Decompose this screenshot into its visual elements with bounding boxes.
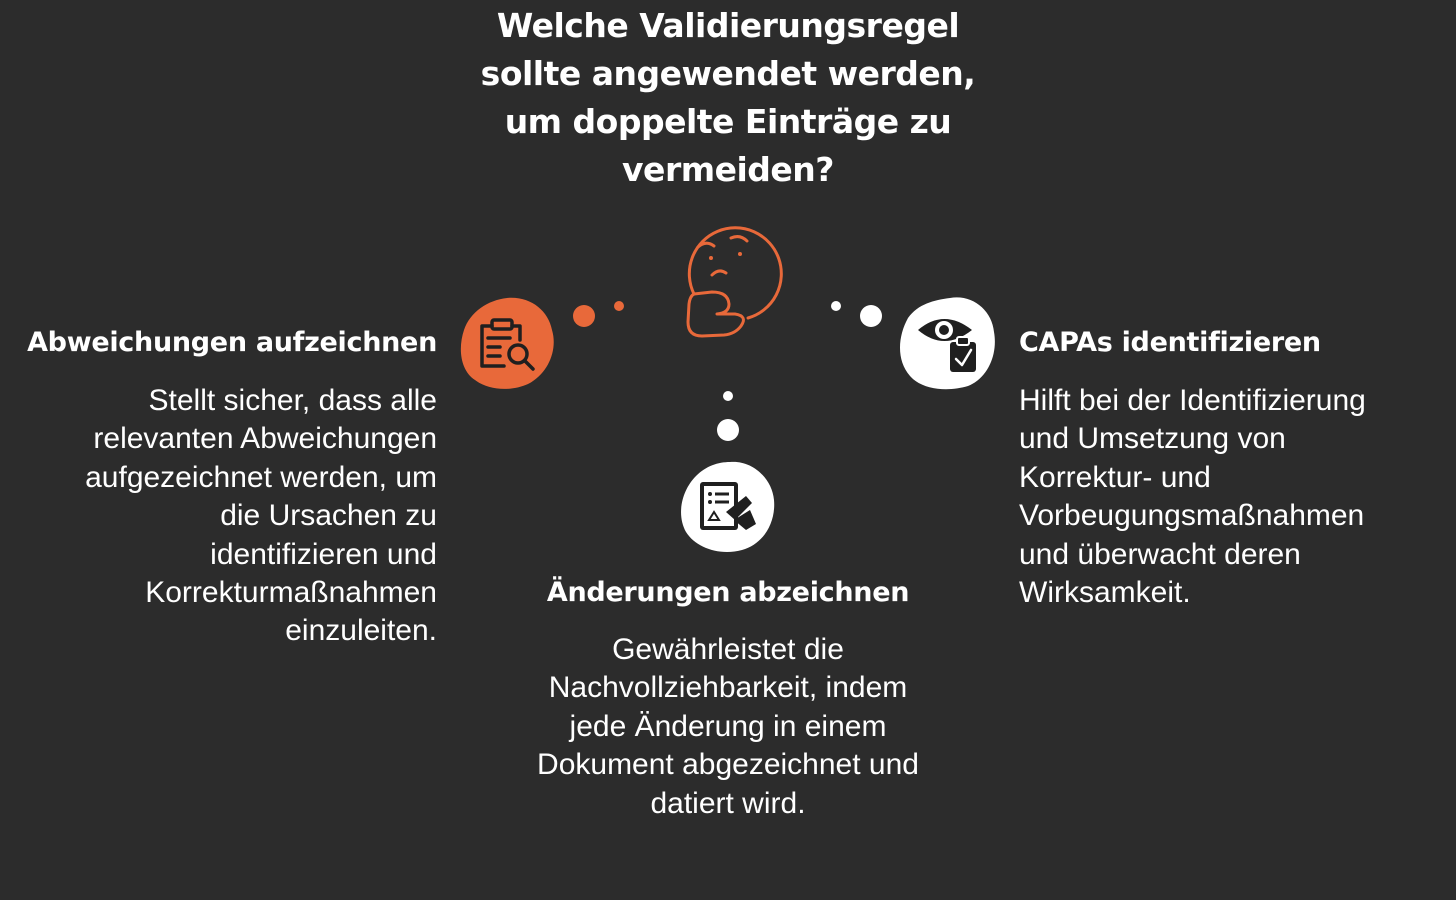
- description-line: Wirksamkeit.: [1019, 576, 1191, 610]
- description-line: Vorbeugungsmaßnahmen: [1019, 499, 1365, 533]
- connector-dots-left: [573, 301, 624, 327]
- clipboard-search-icon: [461, 298, 554, 389]
- description-line: jede Änderung in einem: [569, 709, 887, 743]
- description-line: Korrektur- und: [1019, 460, 1211, 494]
- option-heading-capas: CAPAs identifizieren: [1019, 327, 1321, 358]
- description-line: datiert wird.: [650, 786, 806, 820]
- title-line-2: sollte angewendet werden,: [480, 54, 976, 93]
- description-line: Korrekturmaßnahmen: [145, 576, 437, 610]
- connector-dots-bottom: [717, 391, 739, 441]
- connector-dots-right: [831, 301, 882, 327]
- thinking-face-icon: [688, 228, 781, 336]
- description-line: aufgezeichnet werden, um: [85, 460, 437, 494]
- description-line: Nachvollziehbarkeit, indem: [548, 671, 908, 705]
- option-heading-abweichungen: Abweichungen aufzeichnen: [27, 327, 437, 358]
- description-line: und Umsetzung von: [1019, 422, 1286, 456]
- document-signing-icon: [681, 462, 774, 552]
- description-line: einzuleiten.: [285, 614, 437, 648]
- option-description-capas: [1019, 382, 1439, 612]
- option-description-abweichungen: [17, 382, 437, 651]
- description-line: relevanten Abweichungen: [93, 422, 437, 456]
- option-description-aenderungen: [478, 631, 978, 823]
- eye-clipboard-check-icon: [900, 297, 995, 389]
- description-line: identifizieren und: [210, 537, 437, 571]
- description-line: und überwacht deren: [1019, 537, 1301, 571]
- description-line: Dokument abgezeichnet und: [537, 748, 919, 782]
- description-line: Gewährleistet die: [612, 633, 844, 666]
- title-line-1: Welche Validierungsregel: [496, 6, 960, 45]
- option-heading-aenderungen: Änderungen abzeichnen: [546, 577, 910, 608]
- description-line: die Ursachen zu: [220, 499, 437, 533]
- title-line-4: vermeiden?: [622, 150, 834, 189]
- description-line: Hilft bei der Identifizierung: [1019, 384, 1366, 417]
- title-line-3: um doppelte Einträge zu: [504, 102, 952, 141]
- description-line: Stellt sicher, dass alle: [148, 384, 437, 417]
